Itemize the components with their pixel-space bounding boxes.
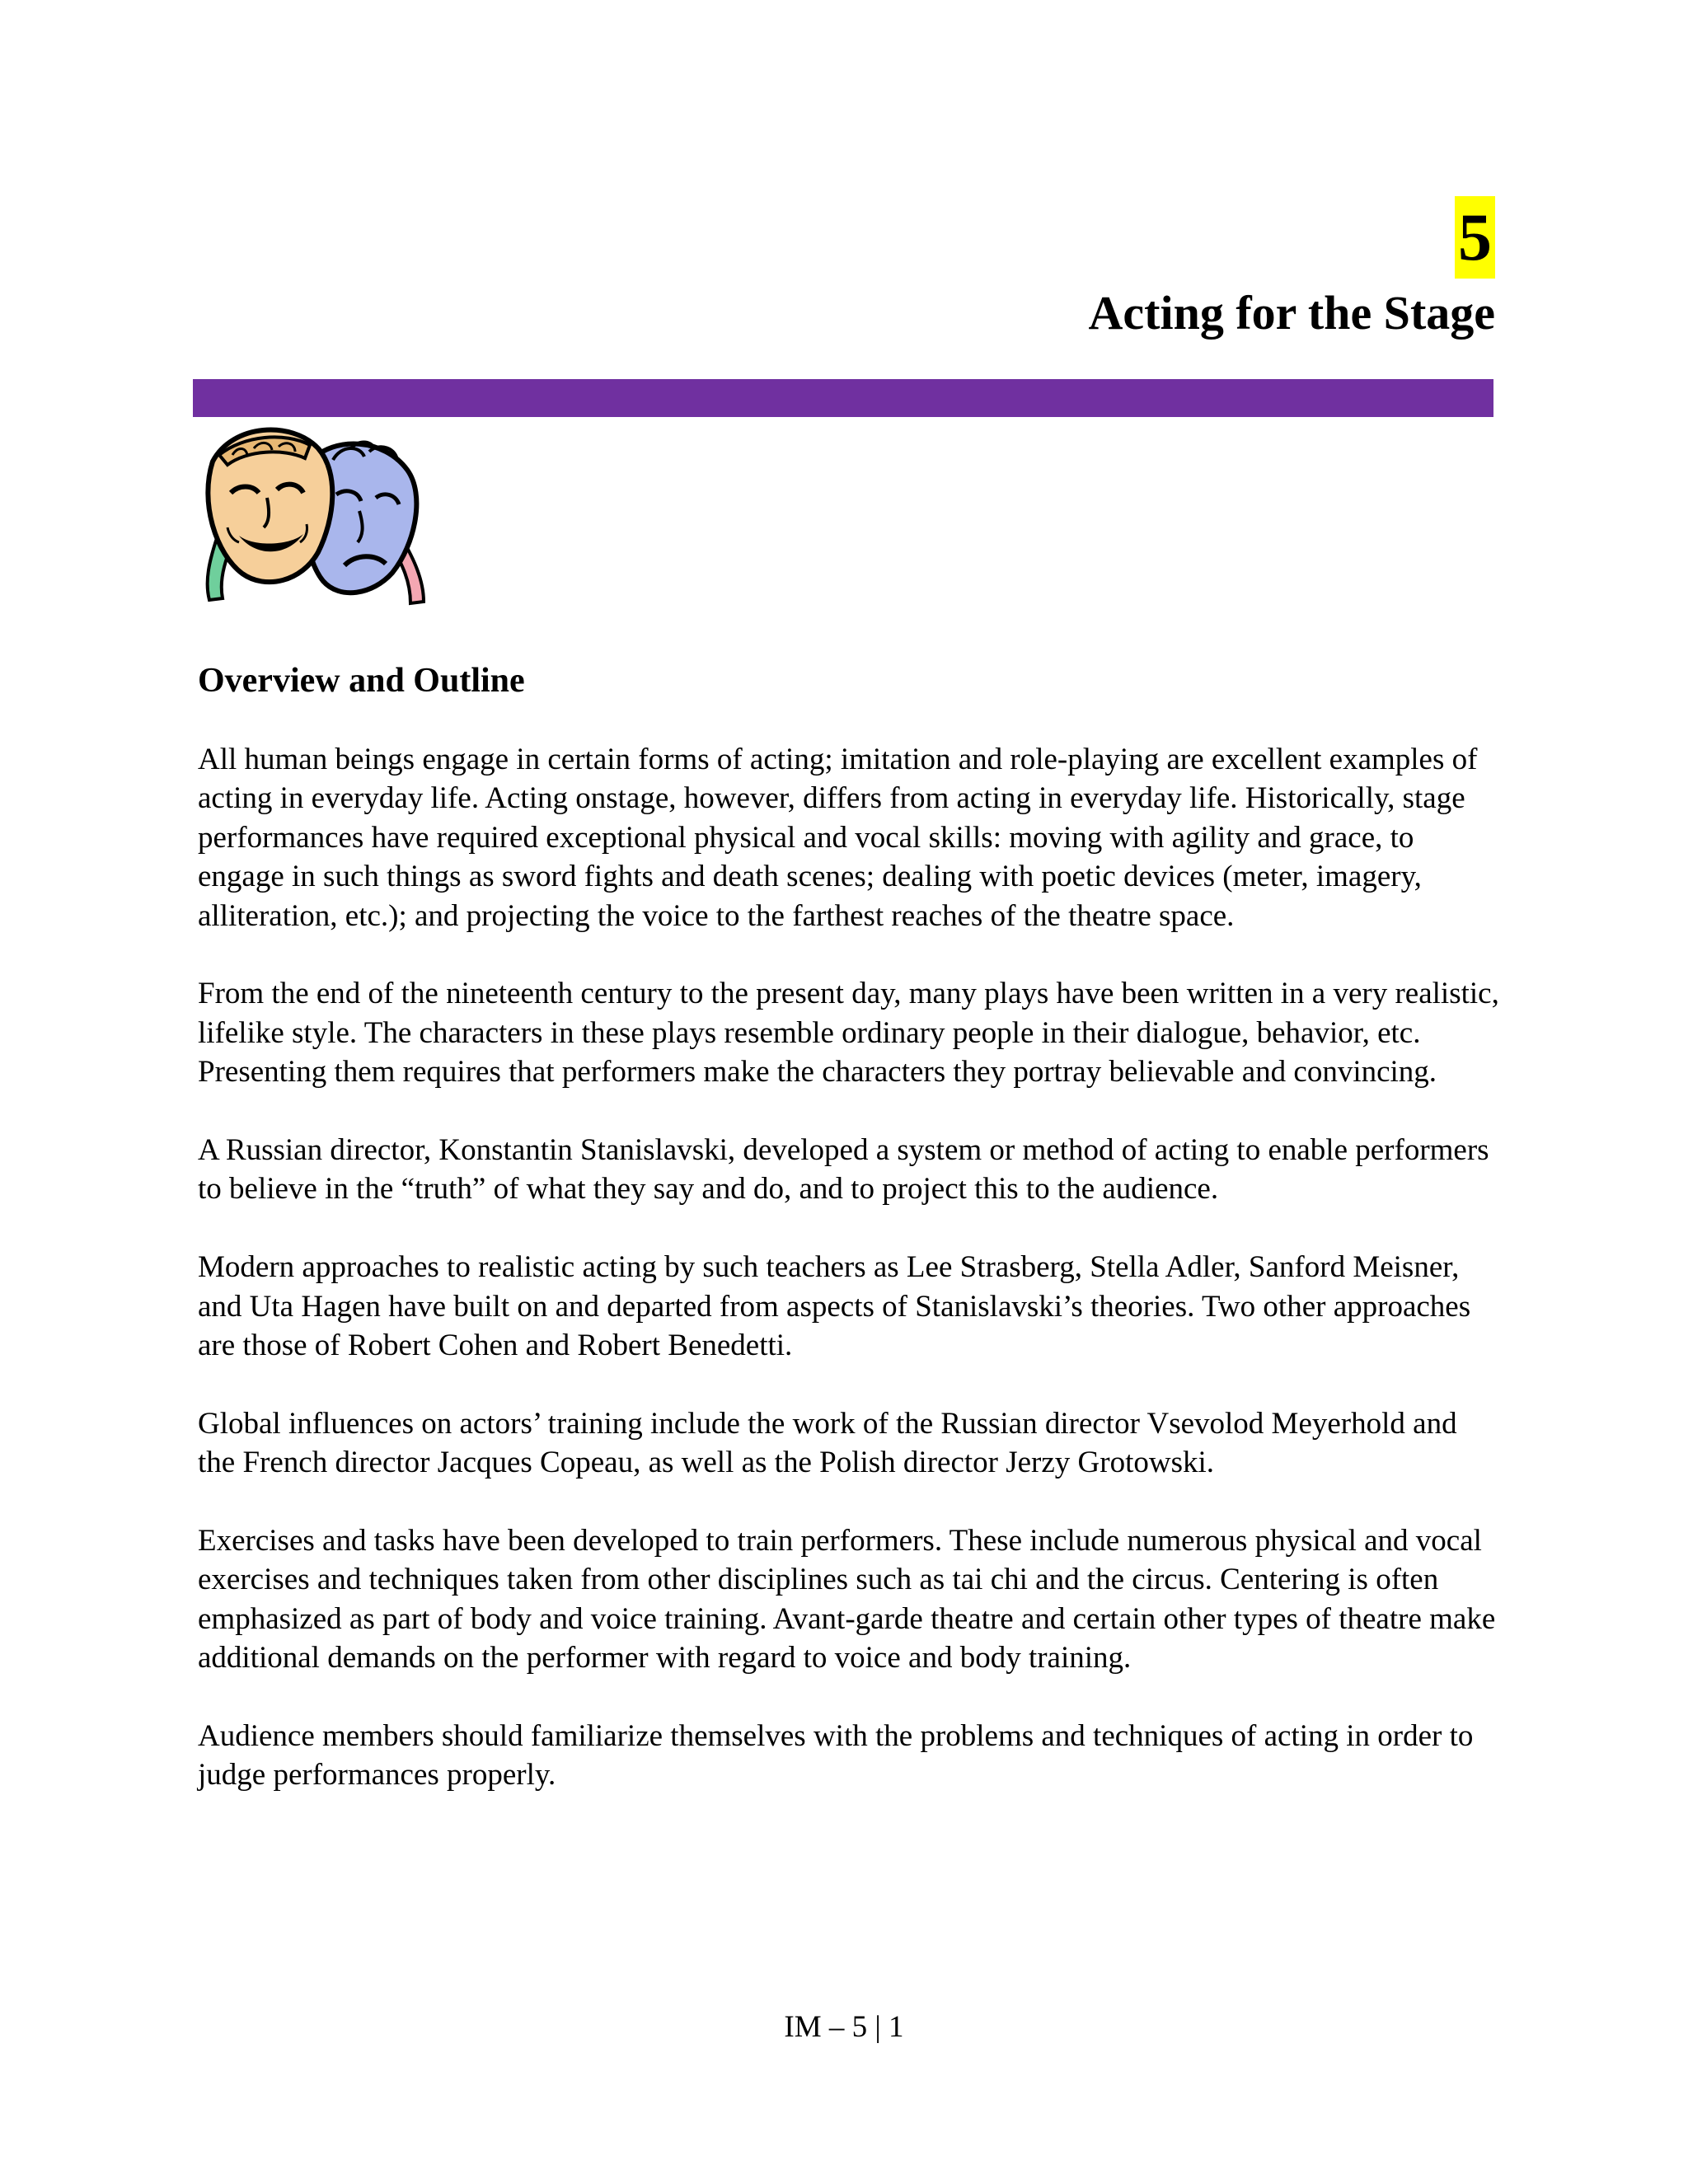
paragraph: Global influences on actors’ training include the work of the Russian director Vsevolod Meyerhold and the French director Jacques Copeau, as well as the Polish director Jerzy Grotowski.	[198, 1406, 1457, 1480]
paragraph: Audience members should familiarize themselves with the problems and techniques of acting in order to judge performances properly.	[198, 1719, 1474, 1793]
paragraph: Modern approaches to realistic acting by such teachers as Lee Strasberg, Stella Adler, Sanford Meisner, and Uta Hagen have built on and departed from aspects of Stanislavski’s theories. Two other approaches are those of Robert Cohen and Robert Benedetti.	[198, 1250, 1471, 1363]
body-text	[198, 740, 1500, 1834]
theatre-masks-icon	[195, 412, 442, 613]
paragraph: Exercises and tasks have been developed to train performers. These include numerous physical and vocal exercises and techniques taken from other disciplines such as tai chi and the circus. Centering is often emphasized as part of body and voice training. Avant-garde theatre and certain other types of theatre make additional demands on the performer with regard to voice and body training.	[198, 1524, 1496, 1675]
section-heading: Overview and Outline	[198, 662, 525, 700]
page-footer: IM – 5 | 1	[784, 2010, 904, 2044]
chapter-title: Acting for the Stage	[1088, 286, 1495, 340]
paragraph: All human beings engage in certain forms of acting; imitation and role-playing are excellent examples of acting in everyday life. Acting onstage, however, differs from acting in everyday life. Historically, stage performances have required exceptional physical and vocal skills: moving with agility and grace, to engage in such things as sword fights and death scenes; dealing with poetic devices (meter, imagery, alliteration, etc.); and projecting the voice to the farthest reaches of the theatre space.	[198, 743, 1478, 933]
paragraph: A Russian director, Konstantin Stanislavski, developed a system or method of acting to enable performers to believe in the “truth” of what they say and do, and to project this to the audience.	[198, 1133, 1489, 1207]
paragraph: From the end of the nineteenth century to the present day, many plays have been written in a very realistic, lifelike style. The characters in these plays resemble ordinary people in their dialogue, behavior, etc. Presenting them requires that performers make the characters they portray believable and convincing.	[198, 977, 1499, 1090]
chapter-number: 5	[1455, 196, 1495, 279]
chapter-number-container	[1455, 196, 1495, 279]
